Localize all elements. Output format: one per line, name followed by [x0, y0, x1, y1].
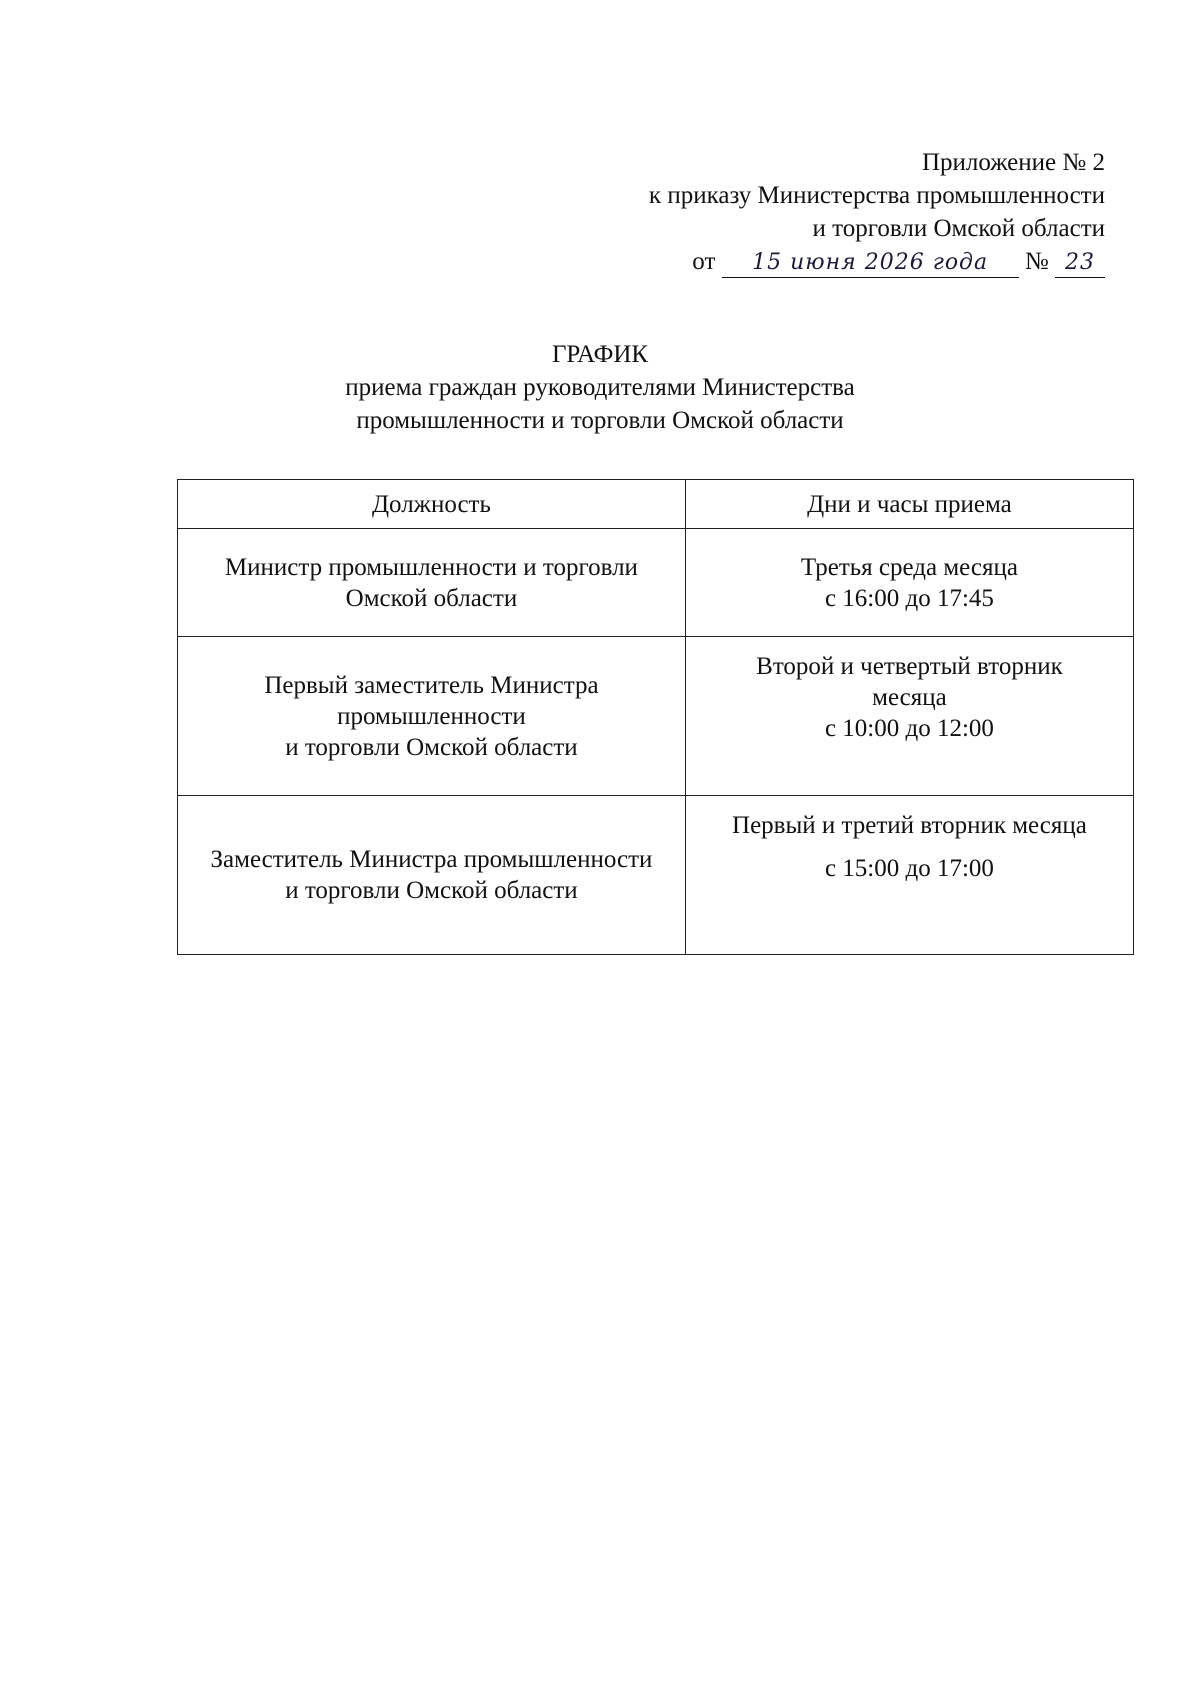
table-row [178, 529, 1134, 637]
schedule-cell [685, 637, 1133, 796]
position-cell [178, 796, 686, 955]
document-subtitle-line2: промышленности и торговли Омской области [356, 407, 844, 434]
appendix-block [649, 146, 1105, 278]
position-text: промышленности [337, 702, 526, 730]
position-text: Первый заместитель Министра [264, 671, 599, 699]
position-text: Заместитель Министра промышленности [210, 846, 653, 873]
schedule-text: с 15:00 до 17:00 [824, 855, 994, 882]
table-row [178, 796, 1134, 955]
document-subtitle-line1: приема граждан руководителями Министерства [345, 374, 855, 401]
document-title-block [0, 338, 1200, 437]
schedule-text: с 10:00 до 12:00 [824, 715, 994, 742]
schedule-cell [685, 796, 1133, 955]
number-label: № [1024, 248, 1049, 275]
document-title: ГРАФИК [551, 341, 649, 368]
from-label: от [692, 248, 716, 275]
schedule-text: с 16:00 до 17:45 [824, 584, 994, 612]
schedule-cell [685, 529, 1133, 637]
line-gap [692, 841, 1127, 853]
position-text: и торговли Омской области [285, 877, 578, 904]
position-text: Омской области [345, 584, 518, 612]
header-schedule: Дни и часы приема [685, 480, 1133, 529]
schedule-text: Третья среда месяца [800, 553, 1018, 581]
appendix-ministry: и торговли Омской области [812, 215, 1105, 242]
handwritten-date: 15 июня 2026 года [722, 249, 1019, 278]
appendix-order-ref: к приказу Министерства промышленности [648, 182, 1105, 209]
position-cell [178, 529, 686, 637]
schedule-text: Первый и третий вторник месяца [732, 812, 1087, 839]
appendix-date-line [649, 245, 1105, 278]
position-text: и торговли Омской области [285, 733, 578, 761]
appendix-title: Приложение № 2 [921, 149, 1105, 176]
reception-schedule-table [177, 479, 1134, 955]
schedule-text: Второй и четвертый вторник [756, 653, 1063, 680]
table-row [178, 637, 1134, 796]
position-cell [178, 637, 686, 796]
schedule-text: месяца [872, 684, 947, 711]
table-header-row [178, 480, 1134, 529]
header-position: Должность [178, 480, 686, 529]
handwritten-number: 23 [1055, 249, 1105, 278]
position-text: Министр промышленности и торговли [224, 553, 638, 581]
